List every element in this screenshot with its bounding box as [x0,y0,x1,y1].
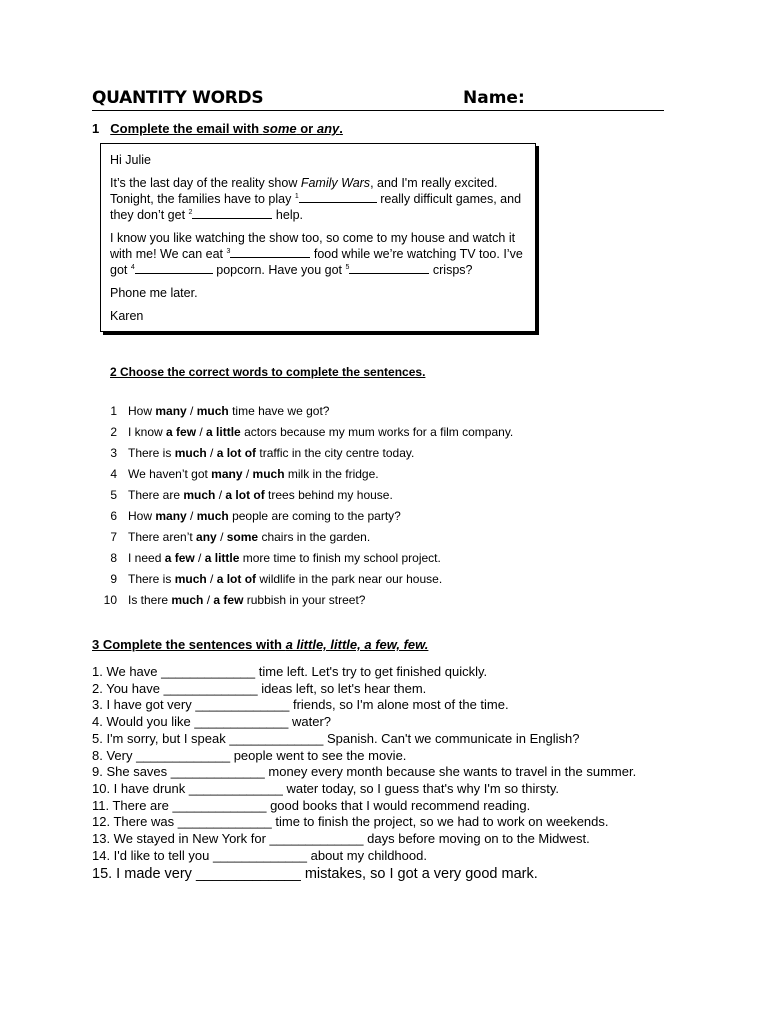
blank-number: 3 [226,247,231,255]
item-number: 7 [110,530,117,544]
sentence-pre: 2. You have [92,680,164,696]
item-text [128,445,414,461]
option-separator: / [242,467,253,481]
email-text: popcorn. Have you got [212,263,346,277]
item-number: 1 [110,404,117,418]
item-text [128,487,393,503]
item-post: trees behind my house. [264,488,393,502]
sentence-post: water today, so I guess that's why I'm so thirsty. [282,780,559,796]
sentence-post: water? [288,714,332,730]
instruction-period: . [339,121,343,136]
option-a[interactable]: many [155,404,187,418]
answer-blank[interactable]: _____________ [136,747,231,763]
item-pre: There is [128,572,175,586]
item-pre: Is there [128,593,172,607]
sentence-post: mistakes, so I got a very good mark. [300,866,538,883]
sentence-pre: 13. We stayed in New York for [92,831,270,847]
option-a[interactable]: much [183,488,216,502]
option-b[interactable]: some [226,530,259,544]
sentence-pre: 10. I have drunk [92,780,189,796]
worksheet-title: QUANTITY WORDS [92,88,264,108]
item-post: rubbish in your street? [243,593,366,607]
sentence-pre: 5. I'm sorry, but I speak [92,730,230,746]
item-pre: There is [128,446,175,460]
word-any: any [316,121,340,136]
section1-heading [92,121,343,136]
sentence-pre: 8. Very [92,747,137,763]
option-b[interactable]: a little [206,425,241,439]
email-text: help. [272,208,304,222]
sentence-pre: 3. I have got very [92,697,196,713]
item-post: wildlife in the park near our house. [256,572,443,586]
item-number: 6 [110,509,117,523]
title-row [92,88,664,111]
item-post: actors because my mum works for a film company. [240,425,514,439]
item-number: 10 [103,593,117,607]
option-a[interactable]: much [171,593,204,607]
item-post: time have we got? [228,404,330,418]
email-signature: Karen [110,309,144,323]
show-title: Family Wars [300,176,371,190]
item-text [128,403,329,419]
email-closing: Phone me later. [110,286,198,300]
option-a[interactable]: a few [166,425,197,439]
option-a[interactable]: many [155,509,187,523]
sentence-pre: 9. She saves [92,764,171,780]
item-post: chairs in the garden. [258,530,371,544]
section3-heading-words: a little, little, a few, few. [285,637,429,652]
sentence-item [92,764,652,781]
item-text [128,508,401,524]
section3-heading-text: 3 Complete the sentences with [92,637,286,652]
sentence-post: friends, so I'm alone most of the time. [289,697,509,713]
blank-number: 2 [188,208,193,216]
option-b[interactable]: a lot of [216,572,257,586]
option-separator: / [203,593,214,607]
word-or: or [296,121,317,136]
sentence-pre: 1. We have [92,664,162,679]
item-text [128,592,365,608]
sentence-item [92,681,652,698]
item-number: 4 [110,467,117,481]
section1-number: 1 [92,121,100,136]
option-b[interactable]: much [196,509,229,523]
item-post: more time to finish my school project. [239,551,441,565]
option-separator: / [206,446,217,460]
item-number: 5 [110,488,117,502]
item-number: 9 [110,572,117,586]
sentence-post: money every month because she wants to travel in the summer. [264,764,637,780]
blank-3[interactable] [230,246,310,258]
option-b[interactable]: a few [213,593,244,607]
sentence-pre: 4. Would you like [92,714,195,730]
answer-blank[interactable]: _____________ [269,831,364,847]
blank-number: 5 [345,263,350,271]
sentence-item [92,864,652,884]
sentence-pre: 15. I made very [92,866,196,883]
sentence-post: days before moving on to the Midwest. [363,831,590,847]
blank-number: 1 [294,192,299,200]
word-some: some [262,121,297,136]
sentence-pre: 11. There are [92,797,173,813]
option-separator: / [186,509,197,523]
sentence-post: ideas left, so let's hear them. [257,680,427,696]
email-text: food while we’re watching TV too. I’ve got [110,247,523,277]
blank-2[interactable] [192,207,272,219]
sentence-pre: 12. There was [92,814,178,830]
blank-4[interactable] [135,262,213,274]
answer-blank[interactable]: _____________ [194,714,289,730]
sentence-item [92,831,652,848]
blank-5[interactable] [349,262,429,274]
item-number: 2 [110,425,117,439]
email-text: really difficult games, and they don’t get [110,192,522,222]
answer-blank[interactable]: _____________ [163,680,258,696]
email-greeting: Hi Julie [110,153,151,167]
option-a[interactable]: much [174,446,207,460]
sentence-post: people went to see the movie. [230,747,407,763]
answer-blank[interactable]: _____________ [213,847,307,863]
item-number: 8 [110,551,117,565]
sentence-post: about my childhood. [307,847,427,863]
option-a[interactable]: many [211,467,243,481]
email-text: It’s the last day of the reality show [110,176,301,190]
item-pre: How [128,509,156,523]
answer-blank[interactable]: _____________ [188,780,283,796]
sentence-item [92,798,652,815]
option-separator: / [216,530,227,544]
option-separator: / [186,404,197,418]
item-post: milk in the fridge. [284,467,379,481]
option-separator: / [194,551,205,565]
sentence-item [92,664,652,681]
option-a[interactable]: a few [164,551,195,565]
answer-blank[interactable]: _____________ [195,697,290,713]
item-number: 3 [110,446,117,460]
blank-number: 4 [130,263,135,271]
email-text: crisps? [429,263,473,277]
sentence-item [92,714,652,731]
sentence-item [92,731,652,748]
option-a[interactable]: any [196,530,217,544]
sentence-post: good books that I would recommend reading. [266,797,531,813]
option-b[interactable]: a little [204,551,240,565]
option-separator: / [206,572,217,586]
sentence-post: time to finish the project, so we had to work on weekends. [271,814,609,830]
blank-1[interactable] [299,191,377,203]
fill-in-list [92,664,652,884]
sentence-post: time left. Let's try to get finished quickly. [255,664,488,679]
sentence-item [92,697,652,714]
answer-blank[interactable]: _____________ [161,664,256,679]
name-label: Name: [463,88,525,108]
section1-instruction: Complete the email with [110,121,263,136]
email-box [100,143,536,332]
sentence-pre: 14. I'd like to tell you [92,847,213,863]
item-pre: How [128,404,156,418]
option-b[interactable]: a lot of [225,488,265,502]
email-text: , and I'm really excited. Tonight, the families have to play [110,176,498,206]
item-pre: There aren’t [128,530,197,544]
option-b[interactable]: much [196,404,229,418]
sentence-item [92,814,652,831]
sentence-post: Spanish. Can't we communicate in English? [323,730,580,746]
item-text [128,571,442,587]
item-text [128,466,379,482]
sentence-item [92,781,652,798]
option-b[interactable]: a lot of [216,446,257,460]
option-separator: / [196,425,207,439]
item-pre: I need [128,551,165,565]
answer-blank[interactable]: _____________ [195,866,301,883]
item-post: traffic in the city centre today. [256,446,415,460]
item-pre: There are [128,488,184,502]
answer-blank[interactable]: _____________ [177,814,272,830]
item-text [128,424,513,440]
option-b[interactable]: much [252,467,285,481]
option-separator: / [215,488,226,502]
option-a[interactable]: much [174,572,207,586]
section2-heading: 2 Choose the correct words to complete the sentences. [110,365,426,379]
item-pre: I know [128,425,167,439]
answer-blank[interactable]: _____________ [170,764,265,780]
sentence-item [92,748,652,765]
item-text [128,529,370,545]
section3-heading [92,637,428,652]
item-text [128,550,441,566]
item-pre: We haven’t got [128,467,212,481]
email-paragraph-2 [110,230,530,278]
answer-blank[interactable]: _____________ [229,730,324,746]
email-text: I know you like watching the show too, so come to my house and watch it with me! We can eat [110,231,516,261]
sentence-item [92,848,652,865]
item-post: people are coming to the party? [228,509,401,523]
email-paragraph-1 [110,175,530,223]
answer-blank[interactable]: _____________ [172,797,267,813]
